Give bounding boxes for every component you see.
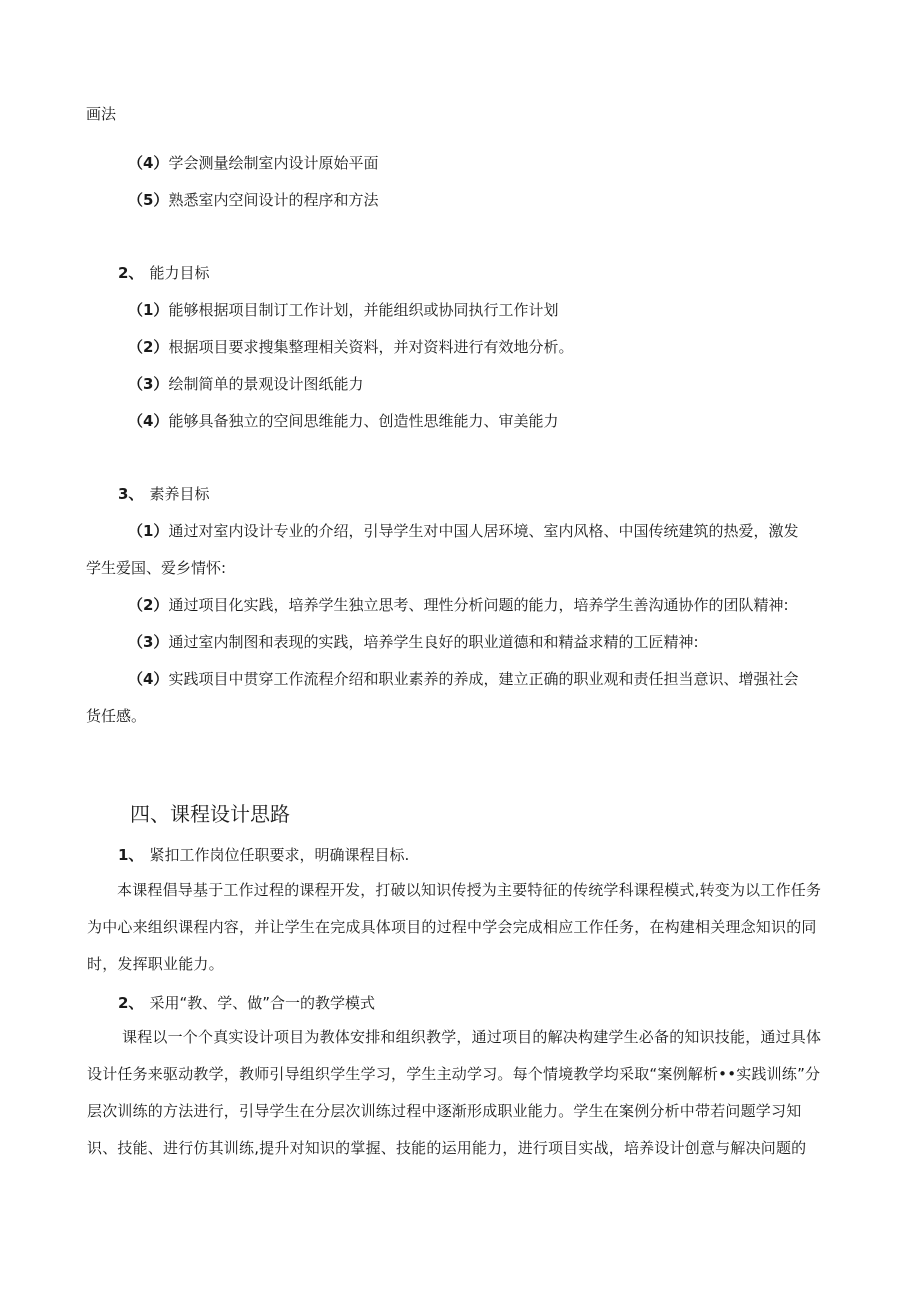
quality-item — [128, 669, 798, 689]
heading-text: 能力目标 — [149, 264, 210, 282]
heading-text: 采用“教、学、做”合一的教学模式 — [149, 994, 375, 1012]
ability-heading — [118, 263, 209, 283]
heading-text: 紧扣工作岗位任职要求，明确课程目标. — [149, 846, 410, 864]
item-text: 绘制简单的景观设计图纸能力 — [168, 375, 364, 393]
body-paragraph: 本课程倡导基于工作过程的课程开发，打破以知识传授为主要特征的传统学科课程模式,转变为以工作任务为中心来组织课程内容，并让学生在完成具体项目的过程中学会完成相应工作任务，在构建相关理念知识的同时，发挥职业能力。 — [87, 881, 822, 973]
heading-number: 2、 — [118, 264, 144, 282]
ability-item — [128, 337, 573, 357]
subsection-heading — [118, 993, 375, 1013]
item-number: （4） — [128, 154, 169, 172]
ability-item — [128, 300, 558, 320]
knowledge-item — [128, 153, 378, 173]
item-text: 熟悉室内空间设计的程序和方法 — [168, 191, 379, 209]
quality-item — [128, 521, 798, 541]
ability-item — [128, 411, 558, 431]
knowledge-item — [128, 190, 378, 210]
body-paragraph: 课程以一个个真实设计项目为教体安排和组织教学，通过项目的解决构建学生必备的知识技能，通过具体设计任务来驱动教学，教师引导组织学生学习，学生主动学习。每个情境教学均采取“案例解析••实践训练”分层次训练的方法进行，引导学生在分层次训练过程中逐渐形成职业能力。学生在案例分析中带若问题学习知识、技能、进行仿其训练,提升对知识的掌握、技能的运用能力，进行项目实战，培养设计创意与解决问题的 — [87, 1028, 822, 1157]
quality-item — [128, 632, 699, 652]
heading-number: 1、 — [118, 846, 144, 864]
item-number: （1） — [128, 522, 169, 540]
item-number: （2） — [128, 596, 169, 614]
knowledge-tail-text: 画法 — [86, 105, 117, 123]
quality-item-continuation: 货任感。 — [86, 707, 147, 725]
item-text: 能够具备独立的空间思维能力、创造性思维能力、审美能力 — [168, 412, 559, 430]
heading-text: 素养目标 — [149, 485, 210, 503]
item-text: 通过项目化实践，培养学生独立思考、理性分析问题的能力，培养学生善沟通协作的团队精神: — [168, 596, 789, 614]
item-number: （3） — [128, 633, 169, 651]
heading-number: 2、 — [118, 994, 144, 1012]
item-number: （1） — [128, 301, 169, 319]
item-number: （5） — [128, 191, 169, 209]
item-text: 通过室内制图和表现的实践，培养学生良好的职业道德和和精益求精的工匠精神: — [168, 633, 699, 651]
item-number: （4） — [128, 670, 169, 688]
item-text: 实践项目中贯穿工作流程介绍和职业素养的养成，建立正确的职业观和责任担当意识、增强社会 — [168, 670, 799, 688]
item-number: （4） — [128, 412, 169, 430]
heading-number: 3、 — [118, 485, 144, 503]
item-text: 学会测量绘制室内设计原始平面 — [168, 154, 379, 172]
subsection-heading — [118, 845, 409, 865]
item-text: 根据项目要求搜集整理相关资料，并对资料进行有效地分析。 — [168, 338, 574, 356]
item-text: 能够根据项目制订工作计划，并能组织或协同执行工作计划 — [168, 301, 559, 319]
quality-item — [128, 595, 789, 615]
item-number: （3） — [128, 375, 169, 393]
item-number: （2） — [128, 338, 169, 356]
item-text: 通过对室内设计专业的介绍，引导学生对中国人居环境、室内风格、中国传统建筑的热爱，激发 — [168, 522, 799, 540]
section-title: 四、课程设计思路 — [130, 802, 290, 826]
ability-item — [128, 374, 363, 394]
quality-heading — [118, 484, 209, 504]
quality-item-continuation: 学生爱国、爱乡情怀: — [86, 559, 227, 577]
